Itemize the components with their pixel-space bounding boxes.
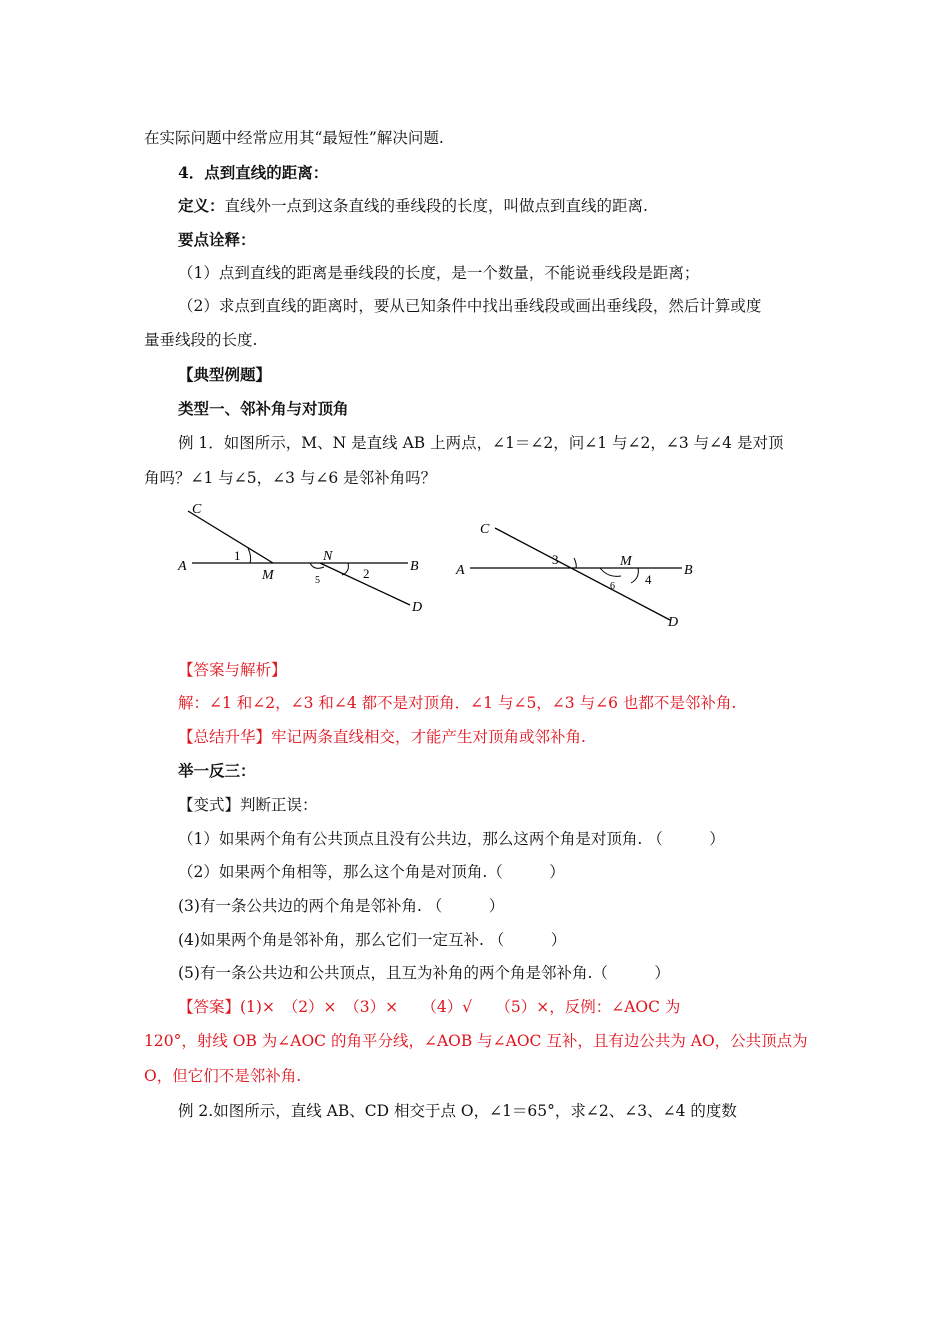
label-b: B xyxy=(410,559,419,574)
text-line: 量垂线段的长度. xyxy=(144,331,258,349)
example-text: 角吗？∠1 与∠5，∠3 与∠6 是邻补角吗？ xyxy=(144,469,437,487)
label-d: D xyxy=(412,600,423,615)
practice-heading: 举一反三： xyxy=(178,761,256,780)
label-a: A xyxy=(456,563,465,578)
label-d: D xyxy=(668,615,679,630)
question-1: （1）如果两个角有公共顶点且没有公共边，那么这两个角是对顶角. （ ） xyxy=(178,830,725,848)
label-m: M xyxy=(262,568,274,583)
question-4: (4)如果两个角是邻补角，那么它们一定互补. （ ） xyxy=(178,931,567,949)
label-m: M xyxy=(620,554,632,569)
angle-5-label: 5 xyxy=(315,575,320,586)
angle-4-label: 4 xyxy=(645,572,652,587)
type-heading: 类型一、邻补角与对顶角 xyxy=(178,399,349,418)
definition-label: 定义： xyxy=(178,196,225,215)
variant-heading: 【变式】判断正误： xyxy=(178,796,318,814)
answer-heading: 【答案与解析】 xyxy=(178,661,287,679)
label-c: C xyxy=(480,522,490,537)
practice-answer-line-3: O，但它们不是邻补角. xyxy=(144,1067,302,1085)
text-line: （2）求点到直线的距离时，要从已知条件中找出垂线段或画出垂线段，然后计算或度 xyxy=(178,297,762,315)
answer-solution: 解：∠1 和∠2，∠3 和∠4 都不是对顶角．∠1 与∠5，∠3 与∠6 也都不是邻补角. xyxy=(178,694,737,712)
figure-1 xyxy=(170,495,450,635)
figure-2 xyxy=(450,508,710,658)
practice-answer-line-1: 【答案】(1)× （2）× （3）× （4）√ （5）×，反例：∠AOC 为 xyxy=(178,998,681,1016)
example-text: 例 1．如图所示，M、N 是直线 AB 上两点，∠1＝∠2，问∠1 与∠2，∠3 与∠4 是对顶 xyxy=(178,434,784,452)
angle-4-arc xyxy=(631,568,638,583)
question-3: (3)有一条公共边的两个角是邻补角. （ ） xyxy=(178,897,505,915)
label-n: N xyxy=(323,549,333,564)
text-line: （1）点到直线的距离是垂线段的长度，是一个数量，不能说垂线段是距离； xyxy=(178,264,700,282)
definition-line xyxy=(178,196,648,216)
text-line: 在实际问题中经常应用其“最短性”解决问题. xyxy=(144,129,444,147)
question-5: (5)有一条公共边和公共顶点，且互为补角的两个角是邻补角.（ ） xyxy=(178,964,670,982)
angle-6-arc xyxy=(600,568,621,576)
angle-1-arc xyxy=(248,548,251,563)
practice-answer-line-2: 120°，射线 OB 为∠AOC 的角平分线，∠AOB 与∠AOC 互补，且有边公共为 AO，公共顶点为 xyxy=(144,1032,808,1050)
example-2-text: 例 2.如图所示，直线 AB、CD 相交于点 O，∠1＝65°，求∠2、∠3、∠4 的度数 xyxy=(178,1102,737,1120)
key-points-heading: 要点诠释： xyxy=(178,230,256,249)
answer-summary: 【总结升华】牢记两条直线相交，才能产生对顶角或邻补角. xyxy=(178,728,586,746)
angle-1-label: 1 xyxy=(234,548,241,563)
angle-2-label: 2 xyxy=(363,566,370,581)
angle-3-label: 3 xyxy=(552,552,559,567)
angle-3-arc xyxy=(574,558,576,568)
label-a: A xyxy=(178,559,187,574)
question-2: （2）如果两个角相等，那么这个角是对顶角.（ ） xyxy=(178,863,565,881)
examples-heading: 【典型例题】 xyxy=(178,365,272,384)
label-b: B xyxy=(684,563,693,578)
angle-6-label: 6 xyxy=(610,581,615,592)
line-cd xyxy=(495,528,670,620)
section-heading: 4．点到直线的距离： xyxy=(178,163,329,182)
line-cm xyxy=(188,511,273,563)
definition-text: 直线外一点到这条直线的垂线段的长度，叫做点到直线的距离. xyxy=(224,197,648,215)
label-c: C xyxy=(192,502,202,517)
